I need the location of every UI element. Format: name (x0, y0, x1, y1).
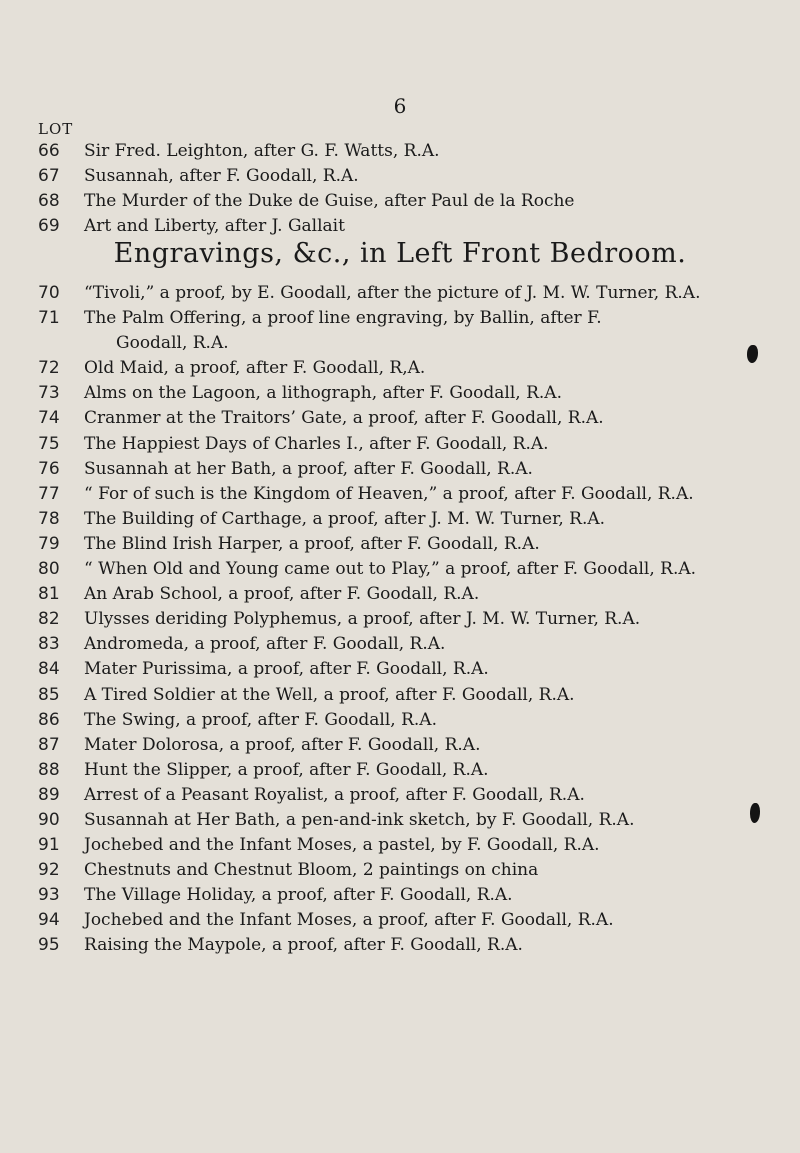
section-heading: Engravings, &c., in Left Front Bedroom. (113, 238, 687, 269)
lot-description: A Tired Soldier at the Well, a proof, after F. Goodall, R.A. (84, 684, 575, 705)
lot-entry (38, 306, 784, 331)
lot-column-header: LOT (38, 120, 74, 138)
lot-description: An Arab School, a proof, after F. Goodall, R.A. (84, 584, 480, 605)
lot-entry (38, 457, 784, 482)
lot-number: 88 (38, 759, 60, 780)
lot-list-left-front-bedroom (38, 281, 784, 959)
lot-entry (38, 783, 784, 808)
lot-number: 74 (38, 408, 60, 429)
lot-number: 87 (38, 734, 60, 755)
lot-entry (38, 758, 784, 783)
lot-entry (38, 406, 784, 431)
lot-description: Goodall, R.A. (116, 333, 229, 354)
lot-entry (38, 214, 784, 239)
lot-description: The Blind Irish Harper, a proof, after F. Goodall, R.A. (84, 533, 540, 554)
lot-number: 93 (38, 885, 60, 906)
lot-description: The Swing, a proof, after F. Goodall, R.A. (84, 709, 437, 730)
lot-entry (38, 507, 784, 532)
lot-description: “ When Old and Young came out to Play,” a proof, after F. Goodall, R.A. (84, 559, 697, 580)
lot-number: 94 (38, 910, 60, 931)
lot-number: 90 (38, 809, 60, 830)
lot-description: Mater Dolorosa, a proof, after F. Goodall, R.A. (84, 734, 481, 755)
lot-description: Susannah at Her Bath, a pen-and-ink sketch, by F. Goodall, R.A. (84, 809, 635, 830)
lot-number: 81 (38, 584, 60, 605)
lot-entry-continuation (64, 331, 784, 356)
lot-entry (38, 733, 784, 758)
lot-entry (38, 657, 784, 682)
lot-list-top (38, 139, 784, 239)
lot-entry (38, 708, 784, 733)
lot-entry (38, 381, 784, 406)
lot-entry (38, 933, 784, 958)
lot-description: The Building of Carthage, a proof, after J. M. W. Turner, R.A. (84, 508, 606, 529)
lot-entry (38, 833, 784, 858)
lot-entry (38, 683, 784, 708)
page-number: 6 (393, 94, 407, 118)
lot-number: 85 (38, 684, 60, 705)
lot-description: The Palm Offering, a proof line engraving, by Ballin, after F. (84, 308, 602, 329)
lot-description: Cranmer at the Traitors’ Gate, a proof, after F. Goodall, R.A. (84, 408, 604, 429)
lot-entry (38, 356, 784, 381)
lot-description: Hunt the Slipper, a proof, after F. Goodall, R.A. (84, 759, 489, 780)
lot-entry (38, 532, 784, 557)
lot-number: 66 (38, 141, 60, 161)
lot-entry (38, 139, 784, 164)
lot-number: 78 (38, 508, 60, 529)
lot-number: 77 (38, 483, 60, 504)
lot-number: 73 (38, 383, 60, 404)
lot-entry (38, 632, 784, 657)
lot-description: Alms on the Lagoon, a lithograph, after F. Goodall, R.A. (84, 383, 562, 404)
lot-description: Andromeda, a proof, after F. Goodall, R.A. (84, 634, 446, 655)
lot-entry (38, 164, 784, 189)
lot-number: 67 (38, 166, 60, 187)
lot-entry (38, 883, 784, 908)
lot-description: The Happiest Days of Charles I., after F. Goodall, R.A. (84, 433, 549, 454)
lot-entry (38, 908, 784, 933)
lot-entry (38, 482, 784, 507)
lot-entry (38, 281, 784, 306)
lot-description: Ulysses deriding Polyphemus, a proof, after J. M. W. Turner, R.A. (84, 609, 641, 630)
lot-entry (38, 432, 784, 457)
lot-entry (38, 808, 784, 833)
lot-number: 82 (38, 609, 60, 630)
lot-description: “ For of such is the Kingdom of Heaven,” a proof, after F. Goodall, R.A. (84, 483, 694, 504)
lot-description: Chestnuts and Chestnut Bloom, 2 paintings on china (84, 860, 539, 881)
lot-description: Jochebed and the Infant Moses, a proof, after F. Goodall, R.A. (84, 910, 614, 931)
lot-number: 95 (38, 935, 60, 956)
lot-number: 76 (38, 458, 60, 479)
lot-description: Mater Purissima, a proof, after F. Goodall, R.A. (84, 659, 489, 680)
lot-description: Art and Liberty, after J. Gallait (84, 216, 345, 237)
lot-number: 70 (38, 283, 60, 303)
lot-description: Susannah at her Bath, a proof, after F. Goodall, R.A. (84, 458, 533, 479)
lot-number: 68 (38, 191, 60, 212)
lot-description: The Village Holiday, a proof, after F. Goodall, R.A. (84, 885, 513, 906)
lot-number: 79 (38, 533, 60, 554)
lot-description: Sir Fred. Leighton, after G. F. Watts, R.A. (84, 141, 440, 161)
lot-description: “Tivoli,” a proof, by E. Goodall, after the picture of J. M. W. Turner, R.A. (84, 283, 701, 303)
lot-entry (38, 189, 784, 214)
lot-number: 83 (38, 634, 60, 655)
lot-description: The Murder of the Duke de Guise, after Paul de la Roche (84, 191, 575, 212)
lot-entry (38, 607, 784, 632)
lot-description: Susannah, after F. Goodall, R.A. (84, 166, 359, 187)
lot-description: Raising the Maypole, a proof, after F. Goodall, R.A. (84, 935, 523, 956)
lot-entry (38, 557, 784, 582)
lot-description: Arrest of a Peasant Royalist, a proof, after F. Goodall, R.A. (84, 784, 585, 805)
lot-number: 86 (38, 709, 60, 730)
lot-number: 84 (38, 659, 60, 680)
lot-description: Jochebed and the Infant Moses, a pastel, by F. Goodall, R.A. (84, 835, 600, 856)
lot-number: 91 (38, 835, 60, 856)
lot-number: 69 (38, 216, 60, 237)
lot-number: 75 (38, 433, 60, 454)
lot-number: 72 (38, 358, 60, 379)
lot-entry (38, 582, 784, 607)
lot-number: 92 (38, 860, 60, 881)
lot-entry (38, 858, 784, 883)
lot-number: 71 (38, 308, 60, 329)
lot-number: 89 (38, 784, 60, 805)
lot-number: 80 (38, 559, 60, 580)
lot-description: Old Maid, a proof, after F. Goodall, R,A. (84, 358, 426, 379)
